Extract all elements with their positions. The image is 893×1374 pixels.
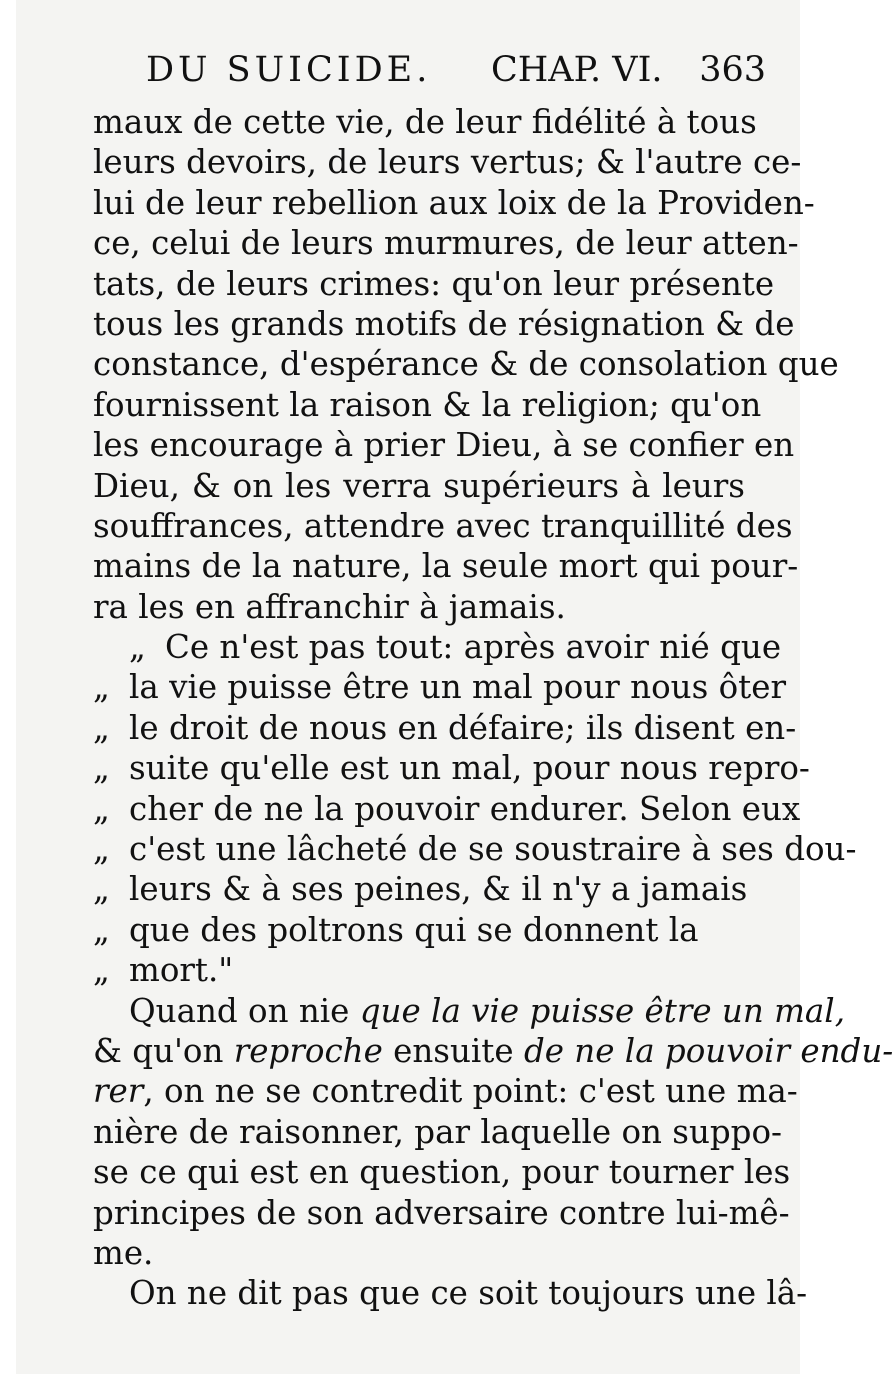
quote-text: suite qu'elle est un mal, pour nous repro-	[129, 749, 810, 788]
quote-line	[93, 748, 810, 788]
text-line: se ce qui est en question, pour tourner les	[93, 1153, 791, 1192]
running-title: DU SUICIDE.	[146, 50, 432, 90]
quote-text: cher de ne la pouvoir endurer. Selon eux	[129, 789, 801, 828]
text-run: , on ne se contredit point: c'est une ma-	[143, 1072, 798, 1111]
text-line	[93, 1071, 798, 1111]
text-line: mains de la nature, la seule mort qui pour-	[93, 547, 799, 586]
page-margin	[0, 0, 16, 1374]
text-line: leurs devoirs, de leurs vertus; & l'autre ce-	[93, 143, 802, 182]
quote-text: leurs & à ses peines, & il n'y a jamais	[129, 870, 748, 909]
text-line: fournissent la raison & la religion; qu'on	[93, 385, 762, 424]
text-line: lui de leur rebellion aux loix de la Providen-	[93, 183, 815, 222]
text-run: & qu'on	[93, 1031, 234, 1070]
page-number: 363	[699, 50, 766, 90]
italic-run: reproche	[233, 1031, 383, 1070]
text-line: principes de son adversaire contre lui-mê-	[93, 1193, 790, 1232]
text-line: On ne dit pas que ce soit toujours une lâ-	[129, 1274, 808, 1313]
italic-run: rer	[93, 1072, 144, 1111]
text-line: nière de raisonner, par laquelle on suppo-	[93, 1112, 783, 1151]
quote-mark: „	[93, 789, 110, 828]
chapter-label: CHAP. VI.	[491, 50, 663, 90]
quote-text: Ce n'est pas tout: après avoir nié que	[165, 628, 782, 667]
text-line: tous les grands motifs de résignation & de	[93, 304, 795, 343]
quote-line	[93, 627, 782, 667]
quote-text: que des poltrons qui se donnent la	[129, 910, 699, 949]
text-line: ce, celui de leurs murmures, de leur atten-	[93, 224, 799, 263]
text-line: maux de cette vie, de leur fidélité à tous	[93, 103, 757, 141]
text-run: ensuite	[382, 1031, 524, 1070]
body-text	[93, 102, 893, 1314]
quote-text: le droit de nous en défaire; ils disent en-	[129, 708, 797, 747]
quote-mark: „	[93, 708, 110, 747]
text-line: les encourage à prier Dieu, à se confier en	[93, 426, 795, 465]
quote-mark: „	[129, 628, 146, 667]
quote-mark: „	[93, 910, 110, 949]
quote-line	[93, 667, 786, 707]
quote-line	[93, 950, 745, 990]
quote-mark: „	[93, 668, 110, 707]
text-line: souffrances, attendre avec tranquillité des	[93, 506, 793, 545]
quote-text: la vie puisse être un mal pour nous ôter	[129, 668, 786, 707]
quote-mark: „	[93, 749, 110, 788]
quote-mark: „	[93, 951, 110, 990]
italic-run: de ne la pouvoir endu-	[523, 1031, 893, 1070]
quote-line	[93, 910, 745, 950]
text-line: me.	[93, 1233, 154, 1272]
text-line: constance, d'espérance & de consolation que	[93, 345, 839, 384]
quote-line	[93, 869, 748, 909]
text-line: ra les en affranchir à jamais.	[93, 587, 566, 626]
italic-run: que la vie puisse être un mal,	[359, 991, 846, 1030]
quote-line	[93, 789, 801, 829]
page-header	[146, 40, 766, 100]
text-line: Dieu, & on les verra supérieurs à leurs	[93, 466, 745, 505]
quote-mark: „	[93, 830, 110, 869]
quote-line	[93, 829, 857, 869]
text-line: tats, de leurs crimes: qu'on leur présente	[93, 264, 775, 303]
quote-mark: „	[93, 870, 110, 909]
text-line	[93, 991, 846, 1031]
text-line	[93, 1031, 893, 1071]
quote-text: mort."	[129, 951, 234, 990]
text-run: Quand on nie	[129, 991, 360, 1030]
quote-text: c'est une lâcheté de se soustraire à ses dou-	[129, 830, 857, 869]
quote-line	[93, 708, 797, 748]
